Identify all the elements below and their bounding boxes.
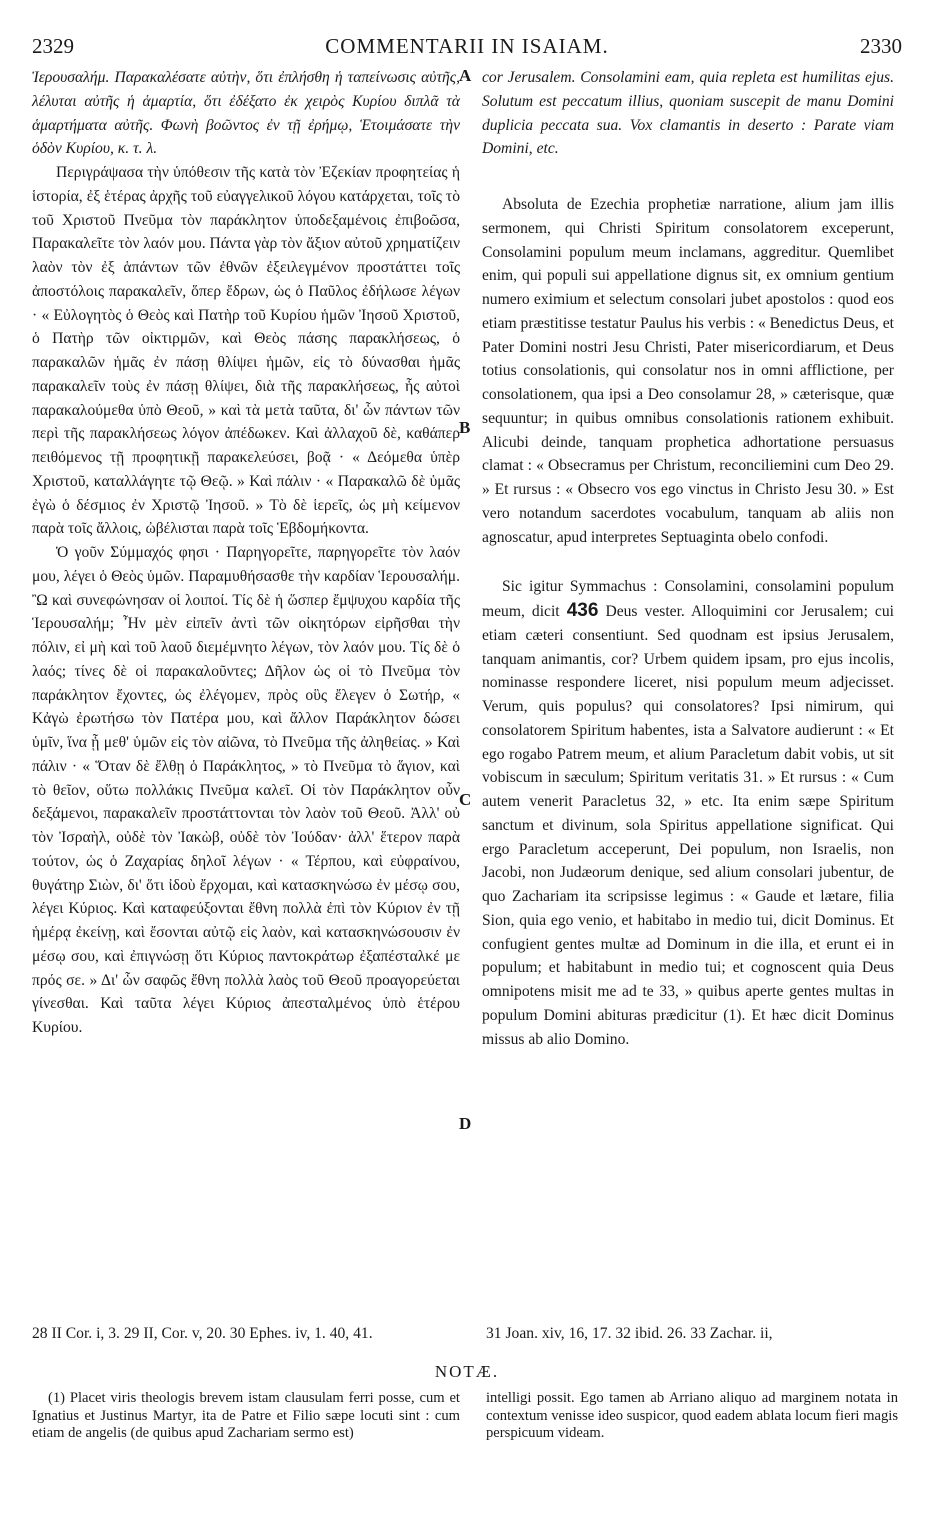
latin-paragraph-2: Absoluta de Ezechia prophetiæ narratione, alium jam illis sermonem, qui Christi Spiritum consolatorem exceperunt, Consolamini populum meum inclamans, aggreditur. Quemlibet enim, qui populi sui appellatione dignus sit, ex omnium gentium numero eximium et selectum consolari jubet apostolos : quod eos etiam præstitisse testatur Paulus his verbis : « Benedictus Deus, et Pater Domini nostri Jesu Christi, Pater misericordiarum, et Deus totius consolationis, qui consolatur nos in omni afflictione, per consolationem, qua ipsi a Deo consolamur 28, » cæterisque, quæ sequuntur; in quibus omnibus consolationis rationem exhibuit. Alicubi deinde, tanquam prophetica adhortatione persuasus clamat : « Obsecramus per Christum, reconciliemini cum Deo 29. » Et rursus : « Obsecro vos ego vinctus in Christo Jesu 30. » Est vero notandum sacerdotes vocabulum, tanquam ab aliis non agnoscatur, apud interpretes Septuaginta obelo confodi. bbox=[482, 196, 894, 546]
page-header bbox=[32, 34, 902, 64]
footnotes-left: 28 II Cor. i, 3. 29 II, Cor. v, 20. 30 Ephes. iv, 1. 40, 41. bbox=[32, 1325, 373, 1342]
latin-paragraph-3 bbox=[482, 575, 894, 1051]
margin-marker-c: C bbox=[459, 790, 472, 809]
page-number-right: 2330 bbox=[860, 34, 902, 58]
greek-paragraph-2: Περιγράψασα τὴν ὑπόθεσιν τῆς κατὰ τὸν Ἐζεκίαν προφητείας ἡ ἱστορία, ἐξ ἑτέρας ἀρχῆς τοῦ εὐαγγελικοῦ λόγου κατάρχεται, τοῖς τὸ τοῦ Χριστοῦ Πνεῦμα τὸν παράκλητον ὑποδεξαμένοις ἐπιβοῶσα, Παρακαλεῖτε τὸν λαόν μου. Πάντα γὰρ τὸν ἄξιον αὐτοῦ χρηματίζειν λαὸν τὸν ἐξ ἁπάντων τῶν ἐθνῶν ἐξειλεγμένον προστάττει τοῖς ἀποστόλοις παρακαλεῖν, ὅπερ ἔδρων, ὡς ὁ Παῦλος ἐδήλωσε λέγων · « Εὐλογητὸς ὁ Θεὸς καὶ Πατὴρ τοῦ Κυρίου ἡμῶν Ἰησοῦ Χριστοῦ, ὁ Πατὴρ τῶν οἰκτιρμῶν, καὶ Θεὸς πάσης παρακλήσεως, ὁ παρακαλῶν ἡμᾶς ἐν πάσῃ θλίψει ἡμῶν, εἰς τὸ δύνασθαι ἡμᾶς παρακαλεῖν τοὺς ἐν πάσῃ θλίψει, διὰ τῆς παρακλήσεως, ἧς αὐτοὶ παρακαλούμεθα ὑπὸ Θεοῦ, » καὶ τὰ μετὰ ταῦτα, δι' ὧν πάντων τῶν περὶ τῆς παρακλήσεως λόγον ἀπέδωκεν. Καὶ ἀλλαχοῦ δὲ, καθάπερ πειθόμενος τῇ προφητικῇ παρακελεύσει, βοᾷ · « Δεόμεθα ὑπὲρ Χριστοῦ, καταλλάγητε τῷ Θεῷ. » Καὶ πάλιν · « Παρακαλῶ δὲ ὑμᾶς ἐγὼ ὁ δέσμιος ἐν Χριστῷ Ἰησοῦ. » Τὸ δὲ ἱερεῖς, ὡς μὴ κείμενον παρὰ τοῖς ἄλλοις, ὠβέλισται παρὰ τοῖς Ἑβδομήκοντα. bbox=[32, 164, 460, 538]
margin-marker-a: A bbox=[459, 66, 472, 85]
notae-heading: NOTÆ. bbox=[434, 1362, 500, 1381]
margin-marker-d: D bbox=[459, 1114, 472, 1133]
margin-marker-b: B bbox=[459, 418, 471, 437]
note-right: intelligi possit. Ego tamen ab Arriano aliquo ad marginem notata in contextum venisse ideo suspicor, quod eadem ablata locum fieri magis perspicuum videam. bbox=[486, 1390, 898, 1441]
greek-paragraph-1: Ἱερουσαλήμ. Παρακαλέσατε αὐτὴν, ὅτι ἐπλήσθη ἡ ταπείνωσις αὐτῆς, λέλυται αὐτῆς ἡ ἁμαρτία, ὅτι ἐδέξατο ἐκ χειρὸς Κυρίου διπλᾶ τὰ ἁμαρτήματα αὐτῆς. Φωνὴ βοῶντος ἐν τῇ ἐρήμῳ, Ἑτοιμάσατε τὴν ὁδὸν Κυρίου, κ. τ. λ. bbox=[32, 69, 460, 158]
latin-column bbox=[482, 66, 894, 1051]
latin-paragraph-1: cor Jerusalem. Consolamini eam, quia repleta est humilitas ejus. Solutum est peccatum illius, quoniam suscepit de manu Domini duplicia peccata sua. Vox clamantis in deserto : Parate viam Domini, etc. bbox=[482, 69, 894, 158]
running-title: COMMENTARII IN ISAIAM. bbox=[325, 34, 609, 58]
footnotes-right: 31 Joan. xiv, 16, 17. 32 ibid. 26. 33 Zachar. ii, bbox=[486, 1325, 773, 1342]
latin-paragraph-3-rest: Deus vester. Alloquimini cor Jerusalem; cui etiam cæteri consentiunt. Sed quodnam est ipsius Jerusalem, tanquam animantis, cor? Urbem quidem ipsam, pro ejus incolis, nominasse respondere liceret, nisi populum meum adjecisset. Verum, quis populus? qui consolatores? Ipsi nimirum, qui consolatorem Spiritum habentes, ista a Salvatore audierunt : « Et ego rogabo Patrem meum, et alium Paracletum dabit vobis, ut sit vobiscum in sæculum; Spiritum veritatis 31. » Et rursus : « Cum autem venerit Paracletus 32, » etc. Ita enim sæpe Spiritum sanctum et divinum, sola Spiritus appellatione significat. Qui ergo Paracletum acceperunt, Dei populum, non Israelis, non Jacobi, non Judæorum denique, sed alium consolari jubentur, de quo Zachariam ita scripsisse legimus : « Gaude et lætare, filia Sion, quia ego venio, et habitabo in medio tui, dicit Dominus. Et confugient gentes multæ ad Dominum in die illa, et erunt ei in populum; et habitabunt in medio tui; et cognoscent quia Deus omnipotens misit me ad te 33, » quibus aperte gentes multas in populum Domini abituras prædicitur (1). Et hæc dicit Dominus missus ab alio Domino. bbox=[482, 603, 894, 1048]
note-left: (1) Placet viris theologis brevem istam clausulam ferri posse, cum et Ignatius et Justinus Martyr, ita de Patre et Filio sæpe locuti sint : cum etiam de angelis (de quibus apud Zachariam sermo est) bbox=[32, 1390, 460, 1441]
greek-paragraph-3: Ὁ γοῦν Σύμμαχός φησι · Παρηγορεῖτε, παρηγορεῖτε τὸν λαόν μου, λέγει ὁ Θεὸς ὑμῶν. Παραμυθήσασθε τὴν καρδίαν Ἱερουσαλήμ. Ὢ καὶ συνεφώνησαν οἱ λοιποί. Τίς δὲ ἡ ὥσπερ ἔμψυχου καρδία τῆς Ἱερουσαλήμ; Ἦν μὲν εἰπεῖν ἀντὶ τῶν οἰκητόρων εἰρῆσθαι τὴν πόλιν, εἰ μὴ καὶ τοῦ λαοῦ διεμέμνητο λέγων, τὸν λαόν μου. Τίς δὲ ὁ λαός; τίνες δὲ οἱ παρακαλοῦντες; Δῆλον ὡς οἱ τὸ Πνεῦμα τὸν παράκλητον ἔχοντες, ὡς ἐλέγομεν, πρὸς οὓς ἔλεγεν ὁ Σωτήρ, « Κἀγὼ ἐρωτήσω τὸν Πατέρα μου, καὶ ἄλλον Παράκλητον δώσει ὑμῖν, ἵνα ᾖ μεθ' ὑμῶν εἰς τὸν αἰῶνα, τὸ Πνεῦμα τῆς ἀληθείας. » Καὶ πάλιν · « Ὅταν δὲ ἔλθῃ ὁ Παράκλητος, » τὸ Πνεῦμα τὸ ἅγιον, καὶ τὸ θεῖον, οὕτω πολλάκις Πνεῦμα καλεῖ. Οἱ τὸν Παράκλητον οὖν δεξάμενοι, παρακαλεῖν προστάττονται τὸν λαὸν τοῦ Θεοῦ. Ἀλλ' οὐ τὸν Ἰσραὴλ, οὐδὲ τὸν Ἰακὼβ, οὐδὲ τὸν Ἰούδαν· ἀλλ' ἕτερον παρὰ τούτον, ὡς ὁ Ζαχαρίας δηλοῖ λέγων · « Τέρπου, καὶ εὐφραίνου, θυγάτηρ Σιὼν, δι' ὅτι ἰδοὺ ἔρχομαι, καὶ κατασκηνώσω ἐν μέσῳ σου, λέγει Κύριος. Καὶ καταφεύξονται ἔθνη πολλὰ ἐπὶ τὸν Κύριον ἐν τῇ ἡμέρᾳ ἐκείνῃ, καὶ ἔσονται αὐτῷ εἰς λαὸν, καὶ κατασκηνώσουσιν ἐν μέσῳ σου, καὶ ἐπιγνώσῃ ὅτι Κύριος παντοκράτωρ ἐξαπέσταλκέ με πρός σε. » Δι' ὧν σαφῶς ἔθνη πολλὰ λαὸς τοῦ Θεοῦ προαγορεύεται γίνεσθαι. Καὶ ταῦτα λέγει Κύριος ἀπεσταλμένος ὑπὸ ἑτέρου Κυρίου. bbox=[32, 544, 460, 1036]
page-number-left: 2329 bbox=[32, 34, 74, 58]
latin-paragraph-3-start: Sic igitur Symmachus : Consolamini, consolamini populum meum, dicit bbox=[482, 578, 894, 620]
column-number-badge: 436 bbox=[566, 600, 599, 621]
greek-column bbox=[32, 66, 460, 1040]
